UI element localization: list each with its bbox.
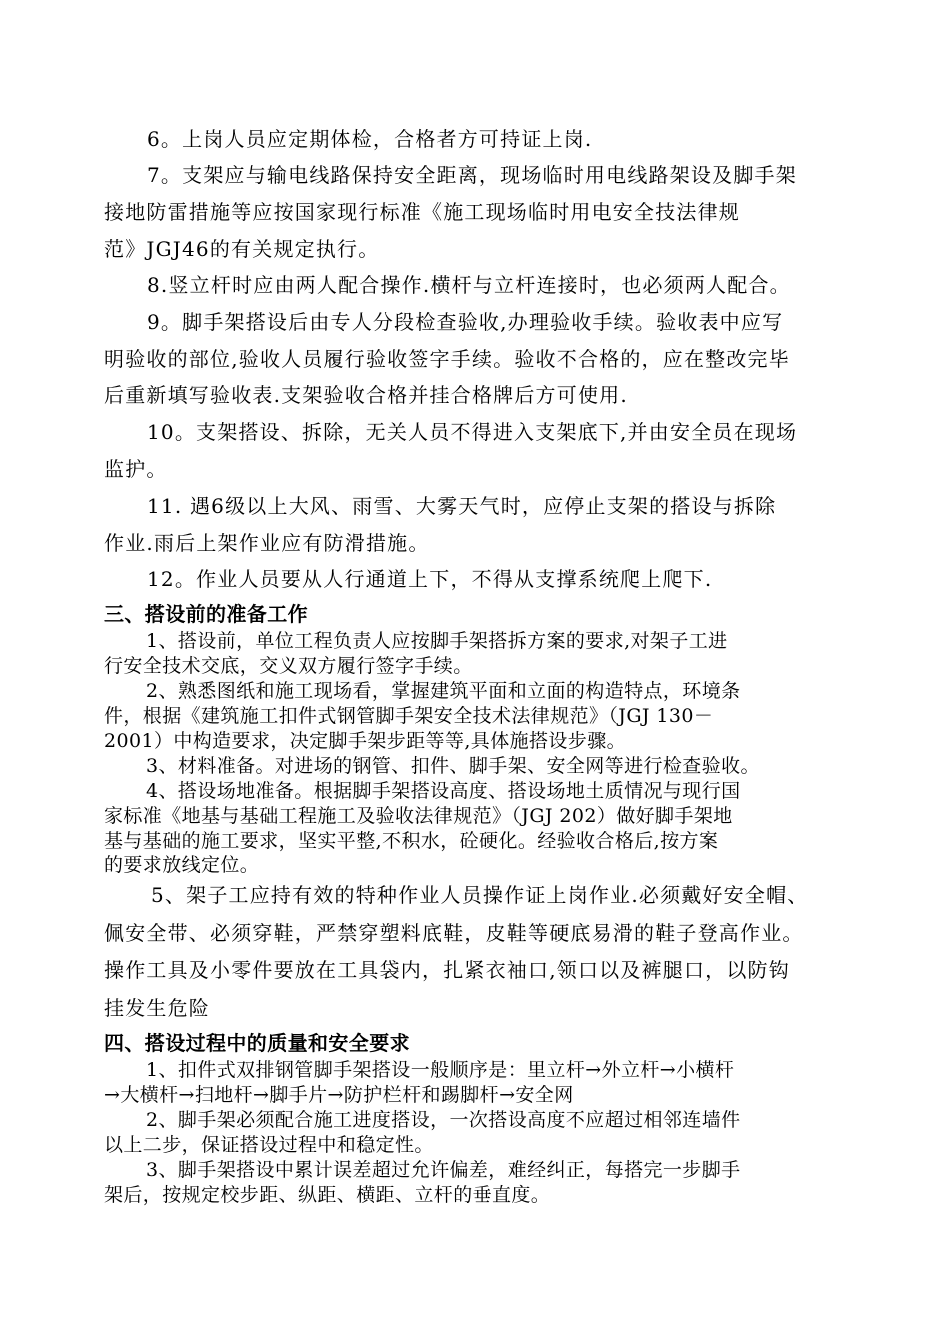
rule-7-line-2: 接地防雷措施等应按国家现行标准《施工现场临时用电安全技法律规 [104,200,740,224]
quality-1-line-1: 1、扣件式双排钢管脚手架搭设一般顺序是：里立杆→外立杆→小横杆 [146,1059,735,1081]
rule-9-line-1: 9。脚手架搭设后由专人分段检查验收,办理验收手续。验收表中应写 [147,310,784,334]
prep-1-line-1: 1、搭设前，单位工程负责人应按脚手架搭拆方案的要求,对架子工进 [146,630,728,652]
prep-2-line-3: 2001）中构造要求，决定脚手架步距等等,具体施搭设步骤。 [104,730,626,752]
rule-7-line-1: 7。支架应与输电线路保持安全距离，现场临时用电线路架设及脚手架 [147,163,797,187]
prep-2-line-2: 件，根据《建筑施工扣件式钢管脚手架安全技术法律规范》（JGJ 130－ [104,705,714,727]
rule-11-line-2: 作业.雨后上架作业应有防滑措施。 [104,531,430,555]
rule-12-line-1: 12。作业人员要从人行通道上下，不得从支撑系统爬上爬下. [147,567,713,591]
prep-4-line-1: 4、搭设场地准备。根据脚手架搭设高度、搭设场地土质情况与现行国 [146,780,741,802]
rule-6-line-1: 6。上岗人员应定期体检，合格者方可持证上岗. [147,127,593,151]
rule-9-line-3: 后重新填写验收表.支架验收合格并挂合格牌后方可使用. [104,383,628,407]
rule-9-line-2: 明验收的部位,验收人员履行验收签字手续。验收不合格的，应在整改完毕 [104,347,790,371]
prep-3-line-1: 3、材料准备。对进场的钢管、扣件、脚手架、安全网等进行检查验收。 [146,755,760,777]
quality-2-line-1: 2、脚手架必须配合施工进度搭设，一次搭设高度不应超过相邻连墙件 [146,1109,741,1131]
prep-2-line-1: 2、熟悉图纸和施工现场看，掌握建筑平面和立面的构造特点，环境条 [146,680,741,702]
prep-5-line-4: 挂发生危险 [104,996,210,1020]
rule-10-line-2: 监护。 [104,457,168,481]
prep-1-line-2: 行安全技术交底，交义双方履行签字手续。 [104,655,473,677]
prep-5-line-3: 操作工具及小零件要放在工具袋内，扎紧衣袖口,领口以及裤腿口，以防钩 [104,958,790,982]
rule-7-line-3: 范》JGJ46的有关规定执行。 [104,237,380,261]
quality-3-line-2: 架后，按规定校步距、纵距、横距、立杆的垂直度。 [104,1184,551,1206]
section-heading: 四、搭设过程中的质量和安全要求 [104,1031,410,1055]
prep-4-line-3: 基与基础的施工要求，坚实平整,不积水，砼硬化。经验收合格后,按方案 [104,830,719,852]
prep-5-line-1: 5、架子工应持有效的特种作业人员操作证上岗作业.必须戴好安全帽、 [151,883,809,907]
quality-3-line-1: 3、脚手架搭设中累计误差超过允许偏差，难经纠正，每搭完一步脚手 [146,1159,741,1181]
rule-11-line-1: 11. 遇6级以上大风、雨雪、大雾天气时，应停止支架的搭设与拆除 [147,494,777,518]
rule-10-line-1: 10。支架搭设、拆除，无关人员不得进入支架底下,并由安全员在现场 [147,420,798,444]
prep-4-line-2: 家标准《地基与基础工程施工及验收法律规范》（JGJ 202）做好脚手架地 [104,805,733,827]
quality-1-line-2: →大横杆→扫地杆→脚手片→防护栏杆和踢脚杆→安全网 [104,1084,574,1106]
rule-8-line-1: 8.竖立杆时应由两人配合操作.横杆与立杆连接时，也必须两人配合。 [147,273,791,297]
section-heading: 三、搭设前的准备工作 [104,602,308,626]
prep-5-line-2: 佩安全带、必须穿鞋，严禁穿塑料底鞋，皮鞋等硬底易滑的鞋子登高作业。 [104,921,804,945]
quality-2-line-2: 以上二步，保证搭设过程中和稳定性。 [104,1134,434,1156]
prep-4-line-4: 的要求放线定位。 [104,854,260,876]
